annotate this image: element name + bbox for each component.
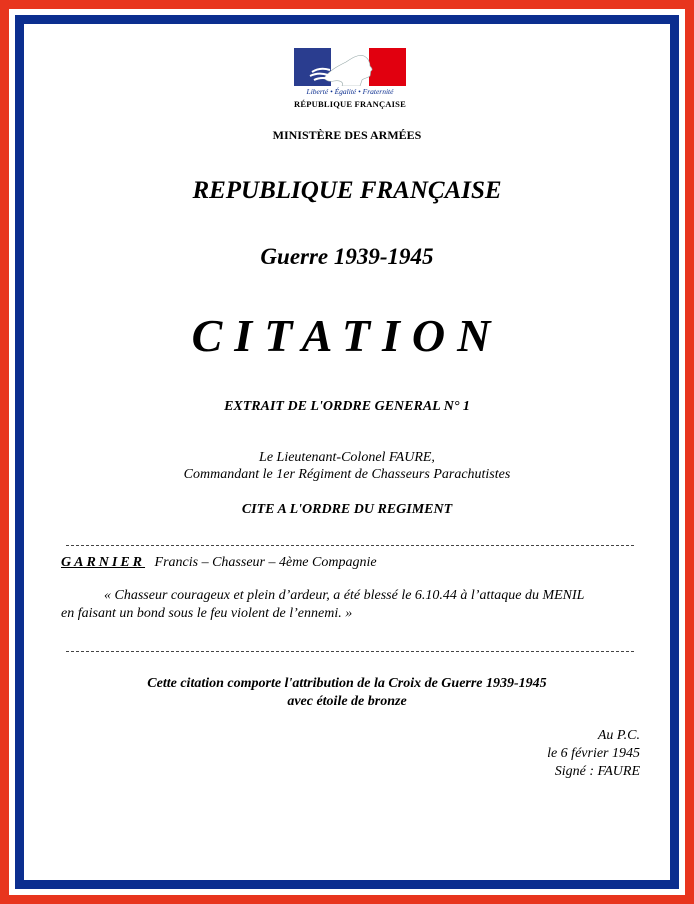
recipient-details: Francis – Chasseur – 4ème Compagnie (154, 555, 377, 570)
signature-signed: Signé : FAURE (554, 764, 640, 779)
signature-place: Au P.C. (597, 728, 640, 743)
officer-line-1: Le Lieutenant-Colonel FAURE, (259, 450, 435, 465)
dashed-divider-bottom (66, 651, 634, 652)
cites-regiment: CITE A L'ORDRE DU REGIMENT (241, 502, 453, 517)
citation-title: CITATION (191, 310, 503, 361)
citation-document (24, 24, 670, 880)
award-line-2: avec étoile de bronze (287, 694, 407, 709)
signature-date: le 6 février 1945 (547, 746, 640, 761)
recipient-line (61, 555, 377, 571)
marianne-flag-icon (294, 48, 406, 86)
ministry-heading: MINISTÈRE DES ARMÉES (272, 128, 422, 142)
republic-heading: REPUBLIQUE FRANÇAISE (192, 177, 502, 204)
officer-line-2: Commandant le 1er Régiment de Chasseurs Parachutistes (183, 467, 511, 482)
logo-republic-name: RÉPUBLIQUE FRANÇAISE (294, 99, 406, 109)
dashed-divider-top (66, 545, 634, 546)
order-extract: EXTRAIT DE L'ORDRE GENERAL N° 1 (224, 399, 470, 414)
recipient-surname: GARNIER (61, 555, 146, 570)
citation-text-line-1: « Chasseur courageux et plein d’ardeur, a été blessé le 6.10.44 à l’attaque du MENIL (104, 588, 585, 603)
citation-text-line-2: en faisant un bond sous le feu violent de l’ennemi. » (61, 606, 353, 621)
award-line-1: Cette citation comporte l'attribution de la Croix de Guerre 1939-1945 (147, 676, 547, 691)
war-heading: Guerre 1939-1945 (260, 244, 434, 269)
logo-motto: Liberté • Égalité • Fraternité (306, 87, 394, 96)
republique-francaise-logo (294, 48, 406, 118)
